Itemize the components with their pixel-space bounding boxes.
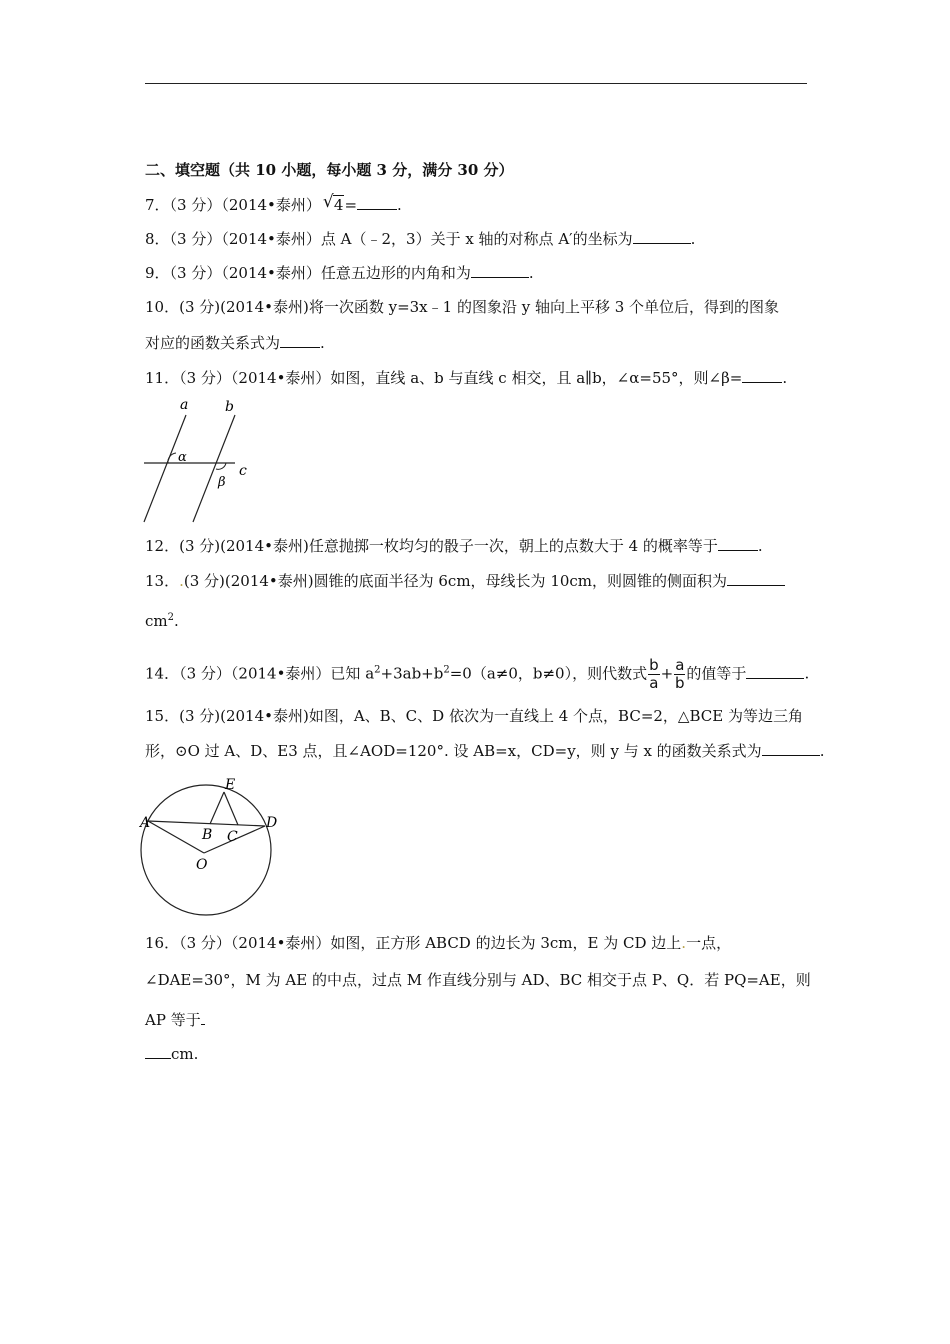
q7-radicand: 4 — [333, 196, 344, 214]
label-B: B — [202, 827, 213, 843]
answer-blank — [633, 229, 691, 244]
q16-end: . — [193, 1045, 199, 1063]
q15-line2-text: 形，⊙O 过 A、D、E3 点，且∠AOD=120°. 设 AB=x，CD=y，则 y 与 x 的函数关系式为 — [145, 742, 762, 760]
alpha-arc — [168, 453, 176, 463]
q10-end: . — [320, 334, 325, 352]
question-16-line3 — [145, 1010, 205, 1030]
q14-middle-2: =0（a≠0，b≠0），则代数式 — [449, 664, 648, 683]
question-10-line1: 10．(3 分)(2014•泰州)将一次函数 y=3x﹣1 的图象沿 y 轴向上平移 3 个单位后，得到的图象 — [145, 298, 780, 316]
label-A: A — [140, 815, 151, 831]
q14-exponent-1: 2 — [374, 664, 381, 676]
answer-blank — [727, 571, 785, 586]
line-ad — [148, 821, 265, 826]
answer-blank — [746, 664, 804, 679]
q13-prefix: 13． — [145, 572, 180, 590]
segment-ao — [148, 821, 204, 853]
q11-end: . — [782, 369, 788, 387]
q16-line1-suffix: 一点， — [686, 934, 732, 952]
line-a — [144, 415, 186, 522]
q14-middle-1: +3ab+b — [380, 664, 444, 683]
q12-end: . — [757, 537, 763, 555]
label-alpha: α — [178, 450, 187, 465]
q14-post: 的值等于 — [686, 664, 747, 683]
stray-dot: . — [681, 934, 687, 952]
label-E: E — [225, 777, 236, 793]
q16-line3-text: AP 等于 — [145, 1011, 201, 1029]
q12-text: 12．(3 分)(2014•泰州)任意抛掷一枚均匀的骰子一次，朝上的点数大于 4 的概率等于 — [145, 537, 718, 555]
q16-line1-prefix: 16．（3 分）（2014•泰州）如图，正方形 ABCD 的边长为 3cm，E 为 CD 边上 — [145, 934, 682, 952]
q11-text: 11．（3 分）（2014•泰州）如图，直线 a、b 与直线 c 相交，且 a∥b，∠α=55°，则∠β= — [145, 369, 743, 387]
q14-end: . — [804, 664, 810, 683]
answer-blank — [471, 263, 529, 278]
circle-o — [141, 785, 271, 915]
question-7 — [145, 192, 402, 215]
q13-end: . — [174, 612, 179, 630]
q7-end: . — [397, 196, 402, 214]
question-15-line2 — [145, 741, 824, 761]
question-16-line1 — [145, 933, 731, 953]
fraction-a-over-b — [674, 657, 685, 692]
question-9 — [145, 263, 534, 283]
answer-blank — [280, 333, 320, 348]
q8-text: 8．（3 分）（2014•泰州）点 A（﹣2，3）关于 x 轴的对称点 A′的坐标为 — [145, 230, 633, 248]
question-11 — [145, 368, 787, 388]
stray-dot: . — [179, 572, 184, 590]
section-heading: 二、填空题（共 10 小题，每小题 3 分，满分 30 分） — [145, 161, 514, 179]
answer-blank — [762, 741, 820, 756]
label-a: a — [180, 397, 189, 413]
question-15-line1: 15．(3 分)(2014•泰州)如图，A、B、C、D 依次为一直线上 4 个点，BC=2，△BCE 为等边三角 — [145, 707, 803, 725]
segment-ce — [224, 792, 238, 825]
label-beta: β — [218, 475, 226, 490]
parallel-lines-figure — [138, 395, 258, 525]
answer-blank — [145, 1044, 171, 1059]
q13-unit-exponent: 2 — [167, 612, 174, 623]
q7-prefix: 7．（3 分）（2014•泰州） — [145, 196, 321, 214]
q15-end: . — [819, 742, 825, 760]
circle-figure — [138, 775, 288, 920]
label-b: b — [225, 399, 234, 415]
question-8 — [145, 229, 695, 249]
line-b — [193, 415, 235, 522]
q16-unit: cm — [171, 1045, 194, 1063]
q9-end: . — [528, 264, 534, 282]
label-C: C — [227, 829, 238, 845]
q13-unit: cm — [145, 612, 168, 630]
fraction-1-denominator: a — [649, 674, 659, 692]
q10-line2-text: 对应的函数关系式为 — [145, 334, 281, 352]
fraction-2-numerator: a — [675, 656, 685, 674]
sqrt-symbol: √ 4 — [322, 192, 344, 214]
fraction-1-numerator: b — [649, 656, 659, 674]
q8-end: . — [690, 230, 696, 248]
question-12 — [145, 536, 763, 556]
label-c: c — [239, 463, 247, 479]
q7-equals: = — [344, 196, 358, 214]
q9-text: 9．（3 分）（2014•泰州）任意五边形的内角和为 — [145, 264, 471, 282]
question-10-line2 — [145, 333, 325, 353]
question-16-line4 — [145, 1044, 198, 1064]
fraction-b-over-a — [648, 657, 660, 692]
question-13-unit — [145, 608, 179, 631]
label-O: O — [196, 857, 208, 873]
question-14 — [145, 657, 809, 692]
question-13 — [145, 571, 785, 591]
q14-exponent-2: 2 — [443, 664, 450, 676]
header-rule — [145, 83, 807, 84]
plus-sign: + — [660, 664, 674, 683]
answer-blank — [357, 195, 397, 210]
beta-arc — [216, 463, 226, 469]
q14-prefix: 14．（3 分）（2014•泰州）已知 a — [145, 664, 375, 683]
label-D: D — [266, 815, 278, 831]
q13-text: (3 分)(2014•泰州)圆锥的底面半径为 6cm，母线长为 10cm，则圆锥的侧面积为 — [183, 572, 728, 590]
fraction-2-denominator: b — [675, 674, 685, 692]
answer-blank-start — [201, 1010, 205, 1025]
segment-be — [210, 792, 224, 824]
answer-blank — [742, 368, 782, 383]
answer-blank — [718, 536, 758, 551]
question-16-line2: ∠DAE=30°，M 为 AE 的中点，过点 M 作直线分别与 AD、BC 相交于点 P、Q．若 PQ=AE，则 — [145, 971, 811, 989]
